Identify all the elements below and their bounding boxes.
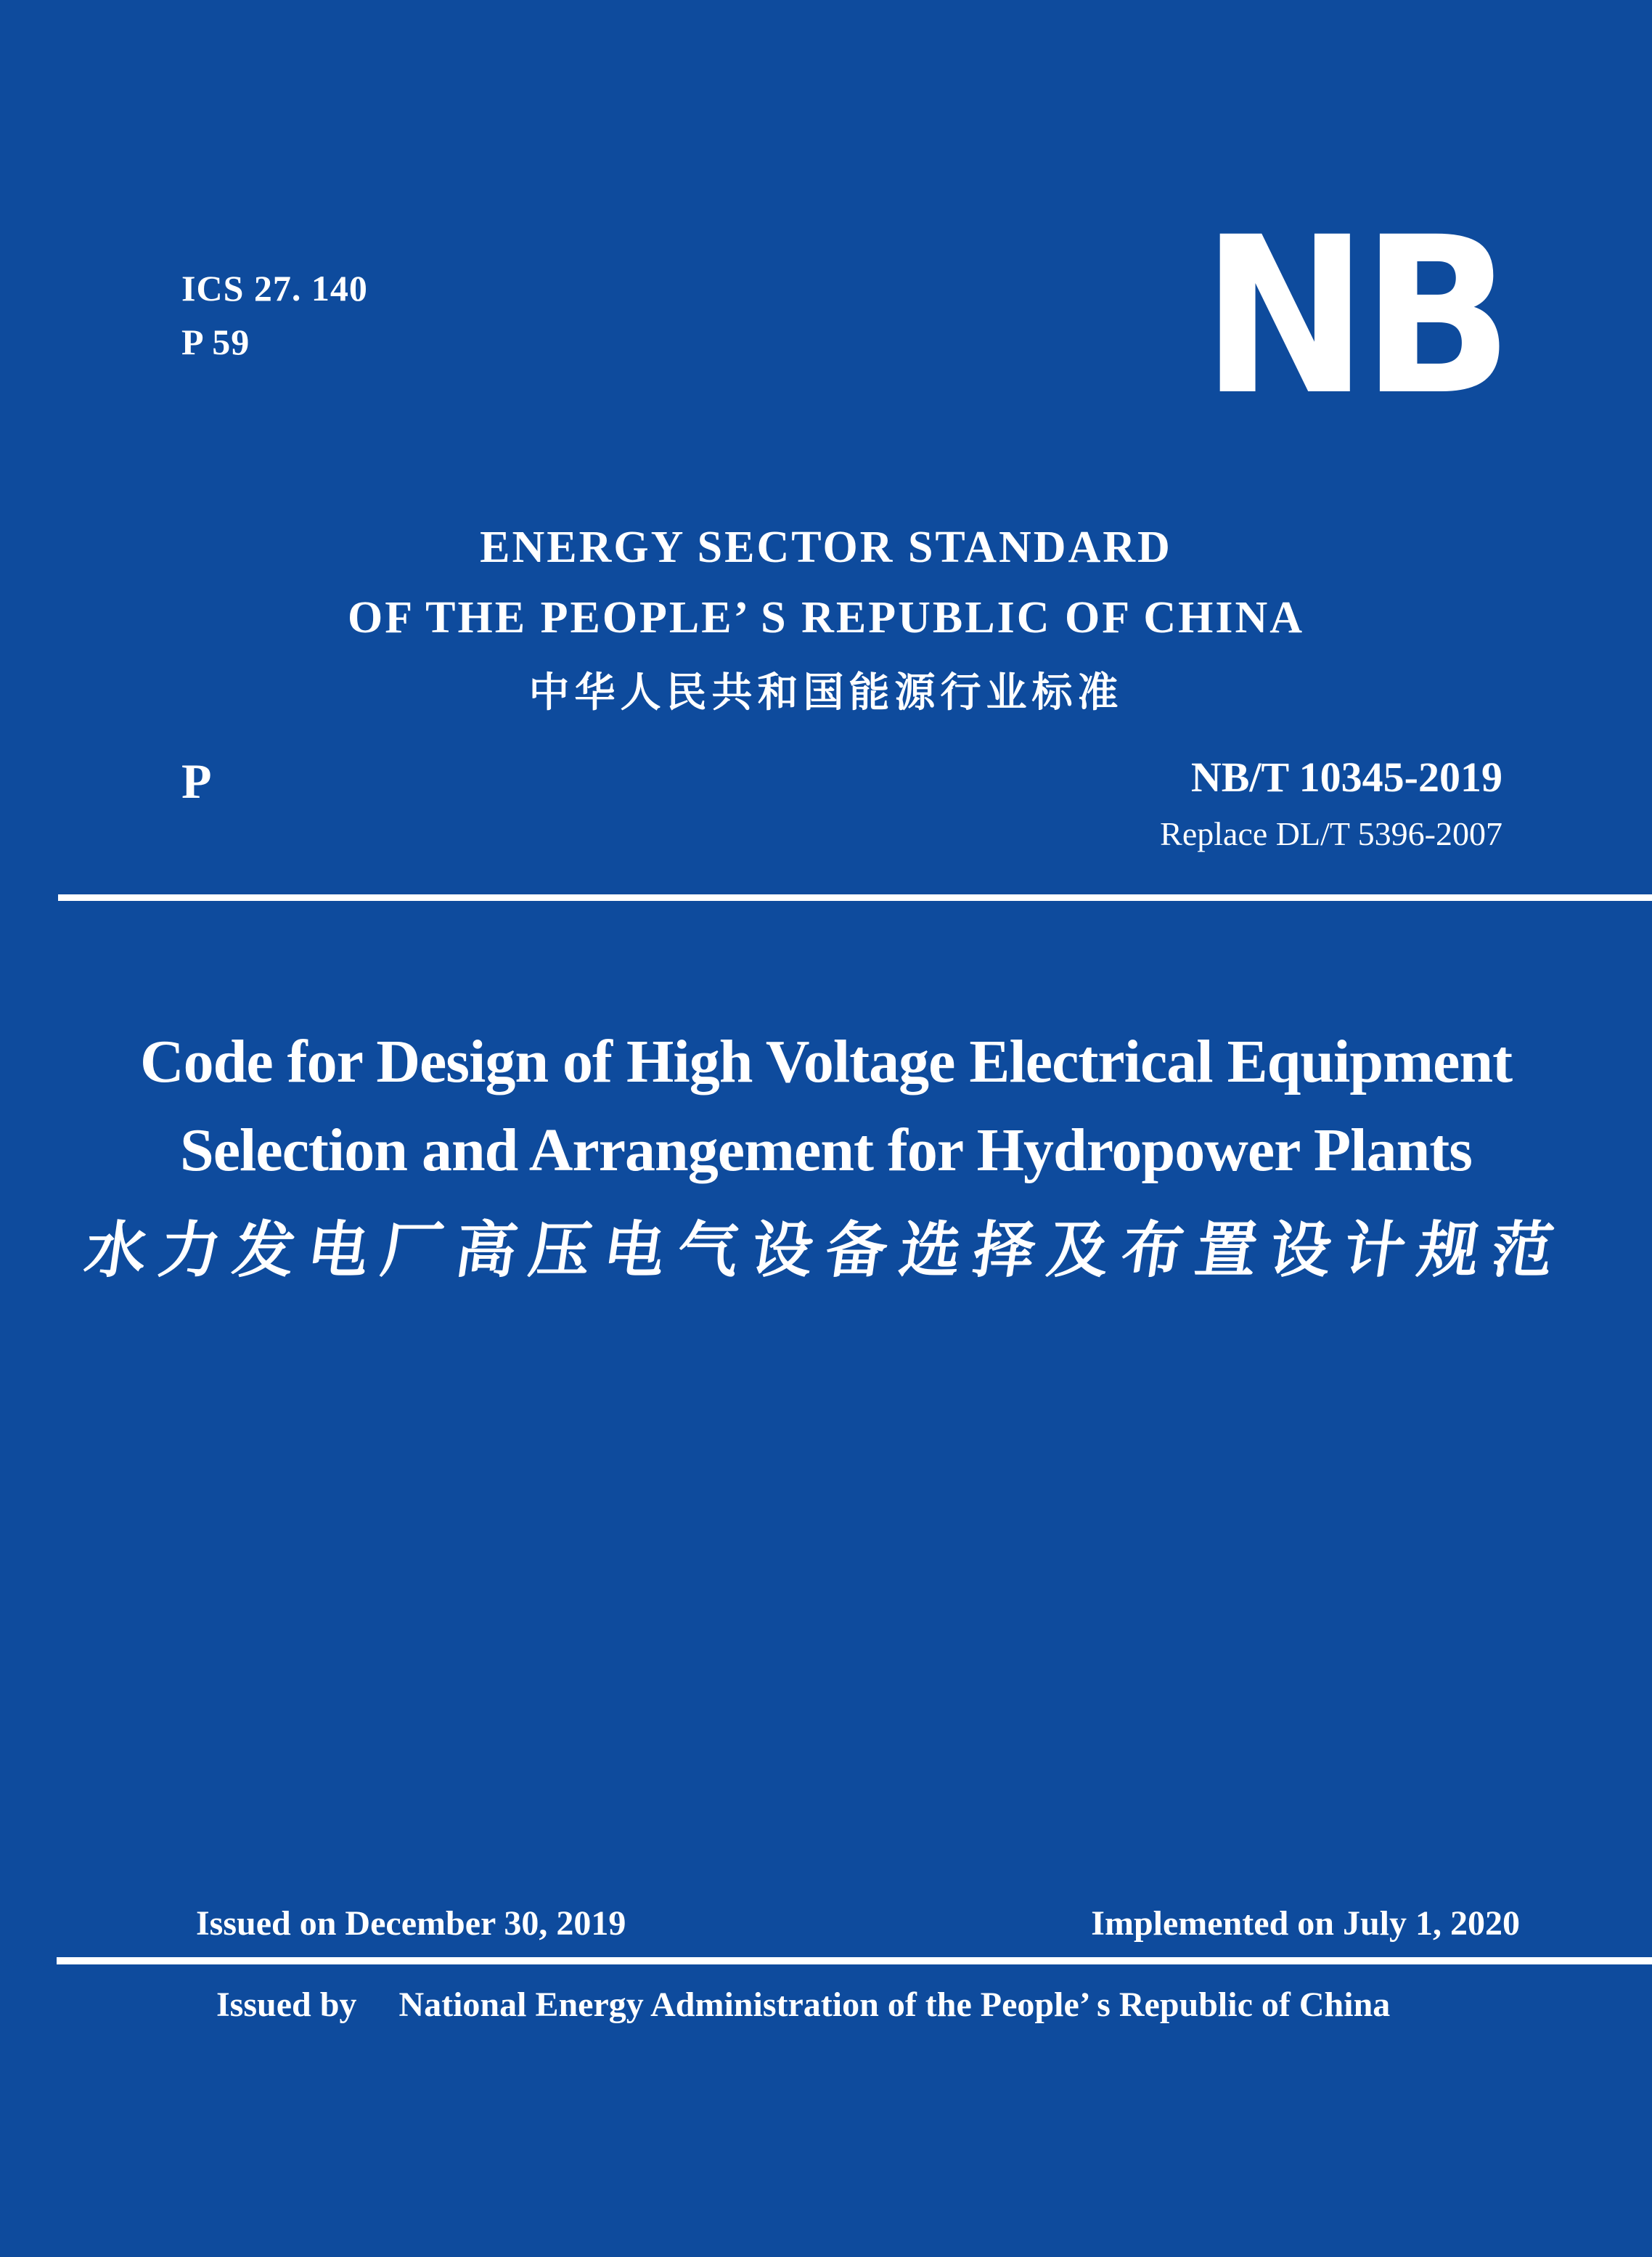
issue-dates-row: [196, 1905, 1520, 1943]
standard-number-block: [1160, 756, 1502, 851]
issued-by-row: [216, 1986, 1390, 2025]
issued-on-date: Issued on December 30, 2019: [196, 1904, 626, 1943]
title-zh: 水力发电厂高压电气设备选择及布置设计规范: [81, 1216, 1571, 1284]
divider-bottom: [57, 1957, 1652, 1964]
header-line2-en: OF THE PEOPLE’ S REPUBLIC OF CHINA: [347, 593, 1305, 642]
nb-logo: NB: [1201, 191, 1507, 443]
header-line3-zh: 中华人民共和国能源行业标准: [528, 669, 1124, 715]
divider-top: [58, 894, 1652, 901]
header-line1-en: ENERGY SECTOR STANDARD: [480, 523, 1172, 572]
ics-code: ICS 27. 140: [181, 268, 368, 309]
china-class-code: P 59: [181, 322, 250, 362]
issued-by-value: National Energy Administration of the People’ s Republic of China: [398, 1985, 1391, 2024]
standard-header: [0, 513, 1652, 722]
replaces-note: Replace DL/T 5396-2007: [1160, 815, 1502, 852]
title-en-line1: Code for Design of High Voltage Electrical Equipment: [139, 1028, 1513, 1095]
standard-code-row: [181, 756, 1502, 851]
title-block: [0, 1018, 1652, 1286]
standard-number: NB/T 10345-2019: [1190, 754, 1502, 801]
doc-class-letter: P: [181, 754, 212, 809]
implemented-on-date: Implemented on July 1, 2020: [1091, 1904, 1520, 1943]
issued-by-label: Issued by: [216, 1985, 357, 2024]
title-en-line2: Selection and Arrangement for Hydropower Plants: [180, 1117, 1472, 1184]
ics-classification-block: [181, 261, 368, 369]
